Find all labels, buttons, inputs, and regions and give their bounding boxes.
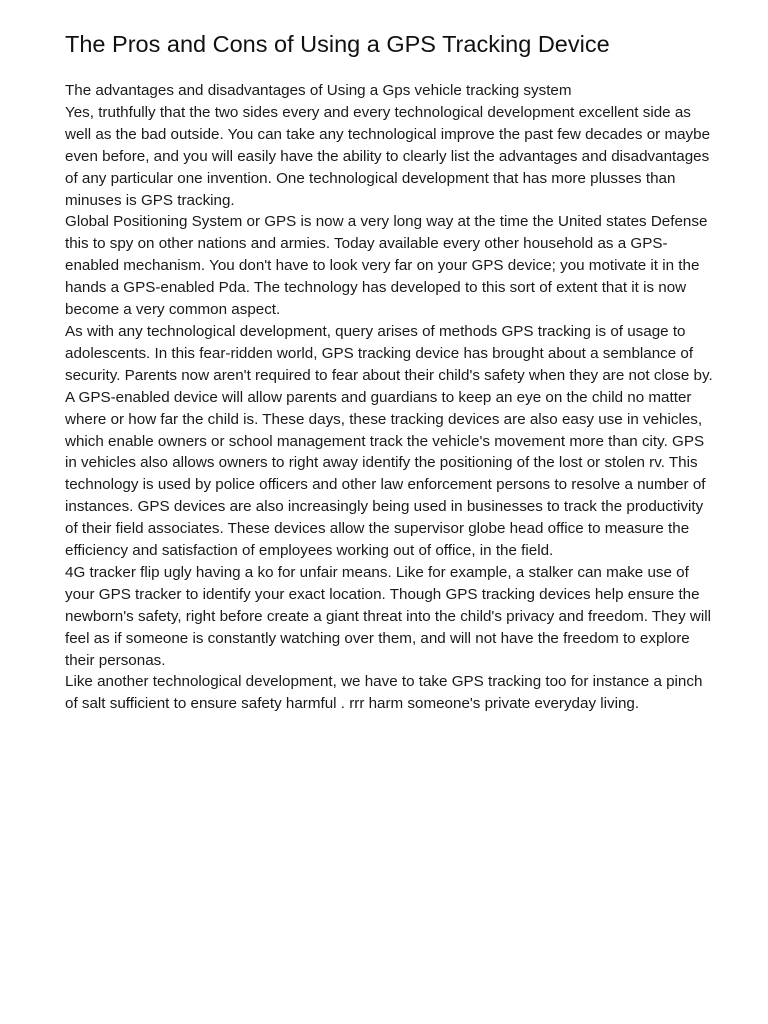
body-paragraph: Like another technological development, we have to take GPS tracking too for instance a pinch of salt sufficient to ensure safety harmful . rrr harm someone's private everyday living. — [65, 673, 703, 713]
body-paragraph: 4G tracker flip ugly having a ko for unfair means. Like for example, a stalker can make use of your GPS tracker to identify your exact location. Though GPS tracking devices help ensure the newborn's safety, right before create a giant threat into the child's privacy and freedom. They will feel as if someone is constantly watching over them, and will not have the freedom to explore their personas. — [65, 563, 711, 669]
body-paragraph: Global Positioning System or GPS is now a very long way at the time the United states Defense this to spy on other nations and armies. Today available every other household as a GPS-enabled mechanism. You don't have to look very far on your GPS device; you motivate it in the hands a GPS-enabled Pda. The technology has developed to this sort of extent that it is now become a very common aspect. — [65, 213, 708, 319]
body-paragraph: As with any technological development, query arises of methods GPS tracking is of usage to adolescents. In this fear-ridden world, GPS tracking device has brought about a semblance of security. Parents now aren't required to fear about their child's safety when they are not close by. A GPS-enabled device will allow parents and guardians to keep an eye on the child no matter where or how far the child is. These days, these tracking devices are also easy use in vehicles, which enable owners or school management track the vehicle's movement more than city. GPS in vehicles also allows owners to right away identify the positioning of the lost or stolen rv. This technology is used by police officers and other law enforcement persons to resolve a number of instances. GPS devices are also increasingly being used in businesses to track the productivity of their field associates. These devices allow the supervisor globe head office to measure the efficiency and satisfaction of employees working out of office, in the field. — [65, 322, 713, 560]
body-paragraph: Yes, truthfully that the two sides every and every technological development excellent side as well as the bad outside. You can take any technological improve the past few decades or maybe even before, and you will easily have the ability to clearly list the advantages and disadvantages of any particular one invention. One technological development that has more plusses than minuses is GPS tracking. — [65, 103, 711, 209]
document-title: The Pros and Cons of Using a GPS Tracking Device — [65, 31, 610, 57]
subtitle-paragraph: The advantages and disadvantages of Using a Gps vehicle tracking system — [65, 82, 572, 99]
document-body — [65, 80, 713, 715]
